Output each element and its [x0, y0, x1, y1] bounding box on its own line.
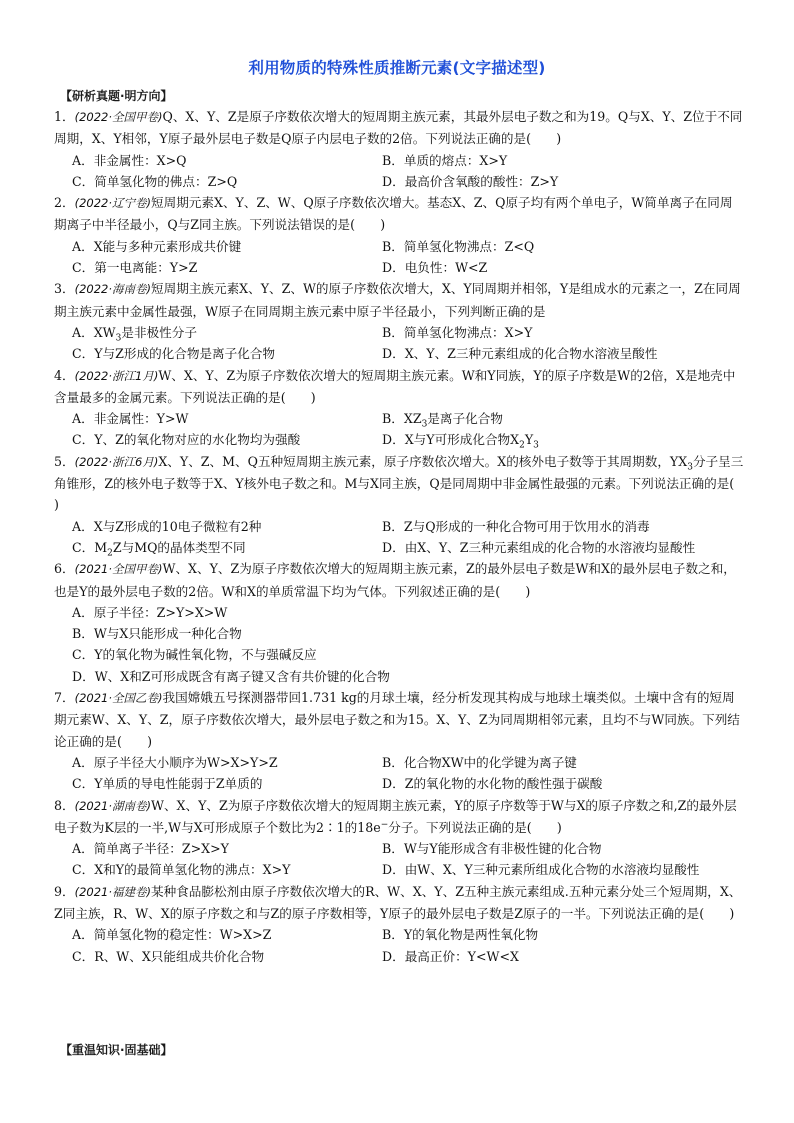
option-b-text: 是离子化合物 — [427, 411, 503, 427]
question-stem — [54, 106, 744, 150]
option-c — [72, 537, 382, 558]
option-d-text: Y — [524, 432, 534, 448]
option-d — [382, 429, 762, 450]
option-a: A．X能与多种元素形成共价键 — [72, 238, 242, 254]
question-stem — [54, 365, 744, 409]
option-grid — [54, 408, 744, 451]
option-a: A．原子半径：Z>Y>X>W — [72, 604, 228, 620]
question-source: (2021·湖南卷) — [74, 798, 152, 813]
section-heading-exam-review: 【研析真题·明方向】 — [60, 89, 173, 103]
question-source: (2021·全国乙卷) — [74, 691, 163, 706]
option-list — [54, 602, 744, 687]
section-heading-knowledge-review: 【重温知识·固基础】 — [60, 1043, 173, 1057]
question-stem — [54, 881, 744, 925]
option-c: C．Y的氧化物为碱性氧化物，不与强碱反应 — [72, 647, 317, 663]
option-a-text: 是非极性分子 — [121, 324, 197, 340]
question-2 — [54, 192, 744, 278]
question-source: (2021·全国甲卷) — [74, 562, 163, 577]
option-grid — [54, 516, 744, 559]
option-b: B．W与Y能形成含有非极性键的化合物 — [382, 841, 602, 857]
question-text: W、X、Y、Z为原子序数依次增大的短周期主族元素，Z的最外层电子数是W和X的最外层电子数之和，也是Y的最外层电子数的2倍。W和X的单质常温下均为气体。下列叙述正确的是( ) — [54, 561, 736, 599]
option-c-text: C．M — [72, 539, 108, 555]
question-source: (2022·全国甲卷) — [74, 110, 163, 124]
option-grid — [54, 752, 744, 795]
option-c: C．Y、Z的氧化物对应的水化物均为强酸 — [72, 432, 301, 448]
question-number: 2． — [54, 195, 75, 211]
question-text: 分子。下列说法正确的是( ) — [388, 819, 562, 835]
question-text: 短周期元素X、Y、Z、W、Q原子序数依次增大。基态X、Z、Q原子均有两个单电子，W简单离子在同周期离子中半径最小，Q与Z同主族。下列说法错误的是( ) — [54, 195, 733, 233]
question-number: 3． — [54, 281, 75, 297]
option-a: A．简单氢化物的稳定性：W>X>Z — [72, 927, 272, 943]
question-7 — [54, 687, 744, 794]
subscript: 3 — [533, 440, 539, 451]
option-b-text: B．XZ — [382, 411, 422, 427]
option-grid — [54, 236, 744, 279]
question-source: (2022·海南卷) — [74, 282, 152, 297]
question-text: X、Y、Z、M、Q五种短周期主族元素，原子序数依次增大。X的核外电子数等于其周期数，YX — [158, 453, 688, 469]
question-stem — [54, 558, 744, 602]
option-grid — [54, 322, 744, 365]
option-a — [72, 322, 382, 343]
option-d: D．最高正价：Y<W<X — [382, 948, 519, 964]
option-d: D．由W、X、Y三种元素所组成化合物的水溶液均显酸性 — [382, 862, 700, 878]
question-number: 5． — [54, 453, 75, 469]
question-text: Q、X、Y、Z是原子序数依次增大的短周期主族元素，其最外层电子数之和为19。Q与X、Y、Z位于不同周期，X、Y相邻，Y原子最外层电子数是Q原子内层电子数的2倍。下列说法正确的是( ) — [54, 109, 743, 147]
question-stem — [54, 278, 744, 322]
question-number: 7． — [54, 690, 75, 706]
option-c: C．X和Y的最简单氢化物的沸点：X>Y — [72, 862, 291, 878]
option-b: B．简单氢化物沸点：X>Y — [382, 324, 533, 340]
question-stem — [54, 192, 744, 236]
option-grid — [54, 924, 744, 967]
question-number: 8． — [54, 797, 75, 813]
question-number: 4． — [54, 367, 75, 383]
option-c: C．第一电离能：Y>Z — [72, 260, 198, 276]
question-list — [54, 106, 760, 967]
question-stem — [54, 795, 744, 839]
page-title: 利用物质的特殊性质推断元素(文字描述型) — [248, 59, 546, 77]
option-b: B．简单氢化物沸点：Z<Q — [382, 238, 535, 254]
question-source: (2021·福建卷) — [74, 884, 152, 899]
option-c: C．Y与Z形成的化合物是离子化合物 — [72, 346, 276, 362]
question-8 — [54, 795, 744, 881]
option-a: A．原子半径大小顺序为W>X>Y>Z — [72, 754, 278, 770]
question-stem — [54, 687, 744, 752]
option-d: D．X、Y、Z三种元素组成的化合物水溶液呈酸性 — [382, 346, 658, 362]
question-stem — [54, 451, 760, 516]
option-a: A．简单离子半径：Z>X>Y — [72, 841, 229, 857]
subscript: 3 — [421, 419, 428, 430]
question-text: 分子呈三角锥形，Z的核外电子数等于X、Y核外电子数之和。M与X同主族，Q是同周期中非金属性最强的元素。下列说法正确的是( ) — [54, 453, 760, 513]
question-1 — [54, 106, 744, 192]
subscript: 3 — [687, 462, 693, 473]
question-text: 短周期主族元素X、Y、Z、W的原子序数依次增大，X、Y同周期并相邻，Y是组成水的元素之一，Z在同周期主族元素中金属性最强，W原子在同周期主族元素中原子半径最小，下列判断正确的是 — [54, 281, 741, 319]
option-b — [382, 408, 762, 429]
question-9 — [54, 881, 744, 967]
option-b: B．Z与Q形成的一种化合物可用于饮用水的消毒 — [382, 518, 650, 534]
option-a: A．非金属性：Y>W — [72, 411, 189, 427]
option-grid — [54, 150, 744, 193]
option-d: D．电负性：W<Z — [382, 260, 488, 276]
question-number: 9． — [54, 883, 75, 899]
option-d: D．最高价含氧酸的酸性：Z>Y — [382, 173, 559, 189]
option-d: D．Z的氧化物的水化物的酸性强于碳酸 — [382, 776, 603, 792]
option-b: B．单质的熔点：X>Y — [382, 152, 508, 168]
question-text: W、X、Y、Z为原子序数依次增大的短周期主族元素。W和Y同族，Y的原子序数是W的2倍，X是地壳中含量最多的金属元素。下列说法正确的是( ) — [54, 367, 736, 405]
option-b: B．化合物XW中的化学键为离子键 — [382, 754, 577, 770]
option-d: D．由X、Y、Z三种元素组成的化合物的水溶液均显酸性 — [382, 539, 696, 555]
superscript: − — [380, 819, 389, 830]
option-d: D．W、X和Z可形成既含有离子键又含有共价键的化合物 — [72, 668, 390, 684]
question-source: (2022·辽宁卷) — [74, 196, 152, 211]
question-6 — [54, 558, 744, 687]
question-text: 我国嫦娥五号探测器带回1.731 kg的月球土壤，经分析发现其构成与地球土壤类似。土壤中含有的短周期元素W、X、Y、Z，原子序数依次增大，最外层电子数之和为15。X、Y、Z为同周期相邻元素，且均不与W同族。下列结论正确的是( ) — [54, 690, 740, 749]
option-d-text: D．X与Y可形成化合物X — [382, 432, 520, 448]
subscript: 2 — [519, 440, 525, 451]
option-b: B．Y的氧化物是两性氧化物 — [382, 927, 539, 943]
question-5 — [54, 451, 760, 559]
question-source: (2022·浙江6月) — [74, 454, 159, 469]
option-a: A．非金属性：X>Q — [72, 152, 187, 168]
subscript: 2 — [107, 548, 113, 559]
question-3 — [54, 278, 744, 364]
question-number: 1． — [54, 109, 75, 124]
question-4 — [54, 365, 744, 451]
option-c: C．简单氢化物的佛点：Z>Q — [72, 173, 238, 189]
option-a: A．X与Z形成的10电子微粒有2种 — [72, 518, 262, 534]
option-grid — [54, 838, 744, 881]
option-b: B．W与X只能形成一种化合物 — [72, 626, 242, 642]
option-a-text: A．XW — [72, 324, 116, 340]
option-c-text: Z与MQ的晶体类型不同 — [112, 539, 246, 555]
option-c: C．R、W、X只能组成共价化合物 — [72, 948, 265, 964]
option-c: C．Y单质的导电性能弱于Z单质的 — [72, 776, 263, 792]
question-number: 6． — [54, 561, 75, 577]
question-source: (2022·浙江1月) — [74, 368, 159, 383]
question-text: 某种食品膨松剂由原子序数依次增大的R、W、X、Y、Z五种主族元素组成.五种元素分处三个短周期，X、Z同主族，R、W、X的原子序数之和与Z的原子序数相等，Y原子的最外层电子数是Z原子的一半。下列说法正确的是( ) — [54, 883, 742, 921]
question-text: W、X、Y、Z为原子序数依次增大的短周期主族元素，Y的原子序数等于W与X的原子序数之和,Z的最外层电子数为K层的一半,W与X可形成原子个数比为2∶1的18e — [54, 797, 737, 835]
subscript: 3 — [115, 333, 122, 344]
